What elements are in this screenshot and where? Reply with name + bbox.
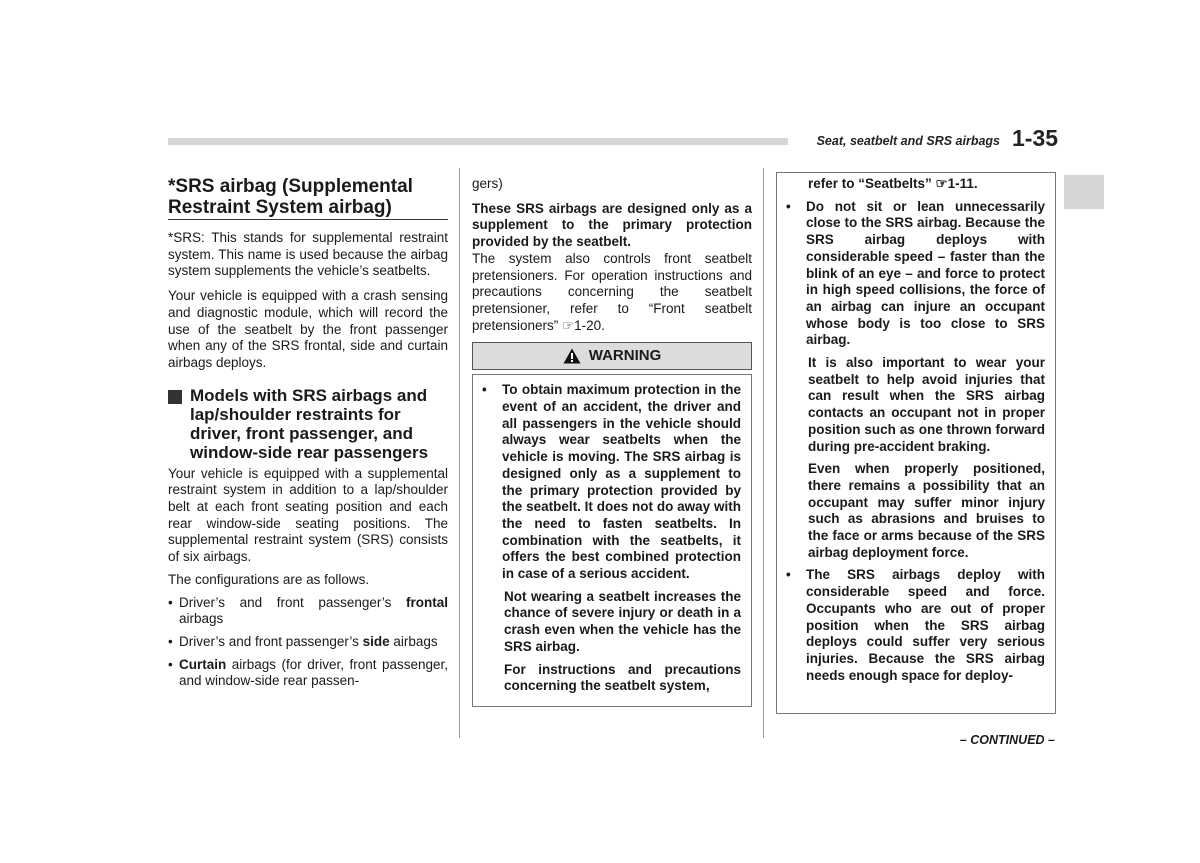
paragraph: Even when properly positioned, there remains a possibility that an occupant may suffer minor injury such as abrasions and bruises to the face or arms because of the SRS airbag deployment force. (808, 461, 1045, 560)
column-left (168, 176, 448, 690)
column-divider (459, 168, 460, 738)
warning-label: WARNING (588, 346, 662, 364)
list-item: • Driver’s and front passenger’s frontal airbags (168, 594, 448, 627)
warning-header (472, 342, 752, 370)
list-item: • Curtain airbags (for driver, front passenger, and window-side rear passen- (168, 656, 448, 689)
chapter-thumb-tab (1064, 175, 1104, 209)
paragraph: Not wearing a seatbelt increases the chance of severe injury or death in a crash even when the vehicle has the SRS airbag. (504, 588, 741, 654)
continued-label: – CONTINUED – (959, 733, 1055, 747)
bullet-dot-icon: • (786, 567, 791, 583)
bullet-dot-icon: • (168, 633, 173, 649)
bullet-dot-icon: • (786, 198, 791, 214)
paragraph: refer to “Seatbelts” ☞1-11. (808, 176, 978, 191)
column-divider (763, 168, 764, 738)
bullet-dot-icon: • (482, 382, 487, 398)
square-bullet-icon (168, 390, 182, 404)
warning-triangle-icon (563, 348, 581, 364)
paragraph: gers) (472, 176, 503, 191)
bullet-dot-icon: • (168, 594, 173, 610)
paragraph: *SRS: This stands for supplemental restraint system. This name is used because the airbag system supplements the vehicle’s seatbelts. (168, 230, 448, 279)
column-right (776, 172, 1056, 714)
paragraph: It is also important to wear your seatbelt to help avoid injuries that can result when the SRS airbag contacts an occupant not in proper position such as one thrown forward during pre-accident braking. (808, 355, 1045, 454)
subheading-text: Models with SRS airbags and lap/shoulder restraints for driver, front passenger, and window-side rear passengers (190, 385, 429, 462)
list-item: • Do not sit or lean unnecessarily close to the SRS airbag. Because the SRS airbag deploys with considerable speed – faster than the blink of an eye – and force to protect in high speed collisions, the force of an airbag can injure an occupant whose body is too close to SRS airbag. (786, 198, 1045, 348)
list-item: • To obtain maximum protection in the event of an accident, the driver and all passengers in the vehicle should always wear seatbelts when the vehicle is moving. The SRS airbag is designed only as a supplement to the primary protection provided by the seatbelt. It does not do away with the need to fasten seatbelts. In combination with the seatbelts, it offers the best combined protection in case of a serious accident. (482, 382, 741, 582)
paragraph: The system also controls front seatbelt pretensioners. For operation instructions and precautions concerning the seatbelt pretensioner, refer to “Front seatbelt pretensioners” ☞1-20. (472, 250, 752, 333)
column-middle (472, 176, 752, 707)
warning-box (472, 374, 752, 707)
header-bar (168, 138, 788, 145)
section-heading: *SRS airbag (Supplemental Restraint System airbag) (168, 176, 448, 220)
paragraph: Your vehicle is equipped with a crash sensing and diagnostic module, which will record the use of the seatbelt by the front passenger when any of the SRS frontal, side and curtain airbags deploys. (168, 288, 448, 370)
page-number: 1-35 (1012, 125, 1059, 151)
paragraph: For instructions and precautions concerning the seatbelt system, (504, 661, 741, 694)
paragraph: Your vehicle is equipped with a supplemental restraint system in addition to a lap/shoulder belt at each front seating position and each rear window-side seating positions. The supplemental restraint system (SRS) consists of six airbags. (168, 465, 448, 565)
list-item: • Driver’s and front passenger’s side airbags (168, 633, 438, 649)
paragraph: These SRS airbags are designed only as a supplement to the primary protection provided by the seatbelt. (472, 200, 752, 250)
warning-box-continued (776, 172, 1056, 714)
section-title: Seat, seatbelt and SRS airbags (816, 134, 1000, 148)
bullet-dot-icon: • (168, 656, 173, 672)
paragraph: The configurations are as follows. (168, 571, 370, 587)
list-item: • The SRS airbags deploy with considerable speed and force. Occupants who are out of proper position when the SRS airbag deploys could suffer very serious injuries. Because the SRS airbag needs enough space for deploy- (786, 567, 1045, 683)
subheading (168, 386, 448, 462)
